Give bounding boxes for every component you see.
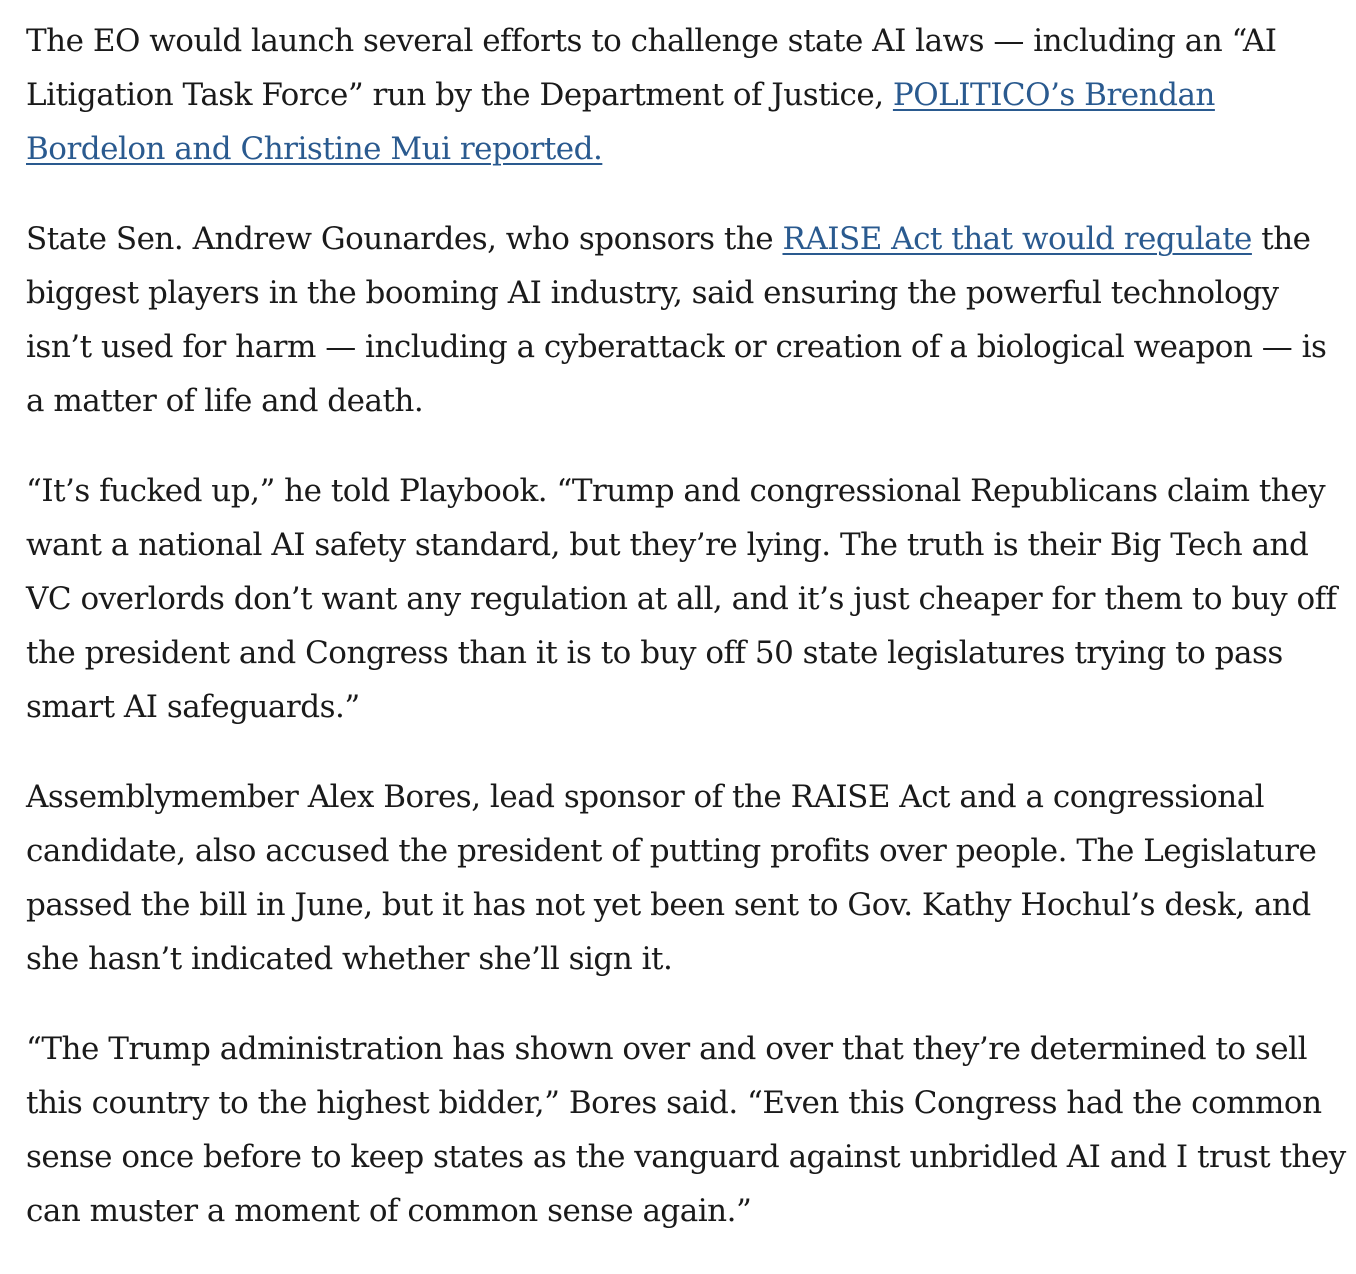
raise-act-link[interactable]: RAISE Act that would regulate: [782, 221, 1252, 257]
paragraph-gounardes-quote: “It’s fucked up,” he told Playbook. “Trump and congressional Republicans claim they want a national AI safety standard, but they’re lying. The truth is their Big Tech and VC overlords don’t want any regulation at all, and it’s just cheaper for them to buy off the president and Congress than it is to buy off 50 state legislatures trying to pass smart AI safeguards.”: [26, 473, 1337, 725]
paragraph-text: The EO would launch several efforts to challenge state AI laws — including an “AI Litigation Task Force” run by the Department of Justice,: [26, 23, 1277, 113]
politico-report-link[interactable]: POLITICO’s Brendan Bordelon and Christine Mui reported.: [26, 77, 1215, 167]
paragraph-text: State Sen. Andrew Gounardes, who sponsors the: [26, 221, 783, 257]
paragraph-bores-quote: “The Trump administration has shown over and over that they’re determined to sell this country to the highest bidder,” Bores said. “Even this Congress had the common sense once before to keep states as the vanguard against unbridled AI and I trust they can muster a moment of common sense again.”: [26, 1031, 1346, 1229]
paragraph-text: the biggest players in the booming AI industry, said ensuring the powerful technology isn’t used for harm — including a cyberattack or creation of a biological weapon — is a matter of life and death.: [26, 221, 1327, 419]
paragraph-gounardes: [26, 212, 1348, 428]
article-body: [26, 14, 1348, 1274]
paragraph-bores: Assemblymember Alex Bores, lead sponsor of the RAISE Act and a congressional candidate, also accused the president of putting profits over people. The Legislature passed the bill in June, but it has not yet been sent to Gov. Kathy Hochul’s desk, and she hasn’t indicated whether she’ll sign it.: [26, 779, 1317, 977]
paragraph-eo-task-force: [26, 14, 1348, 176]
